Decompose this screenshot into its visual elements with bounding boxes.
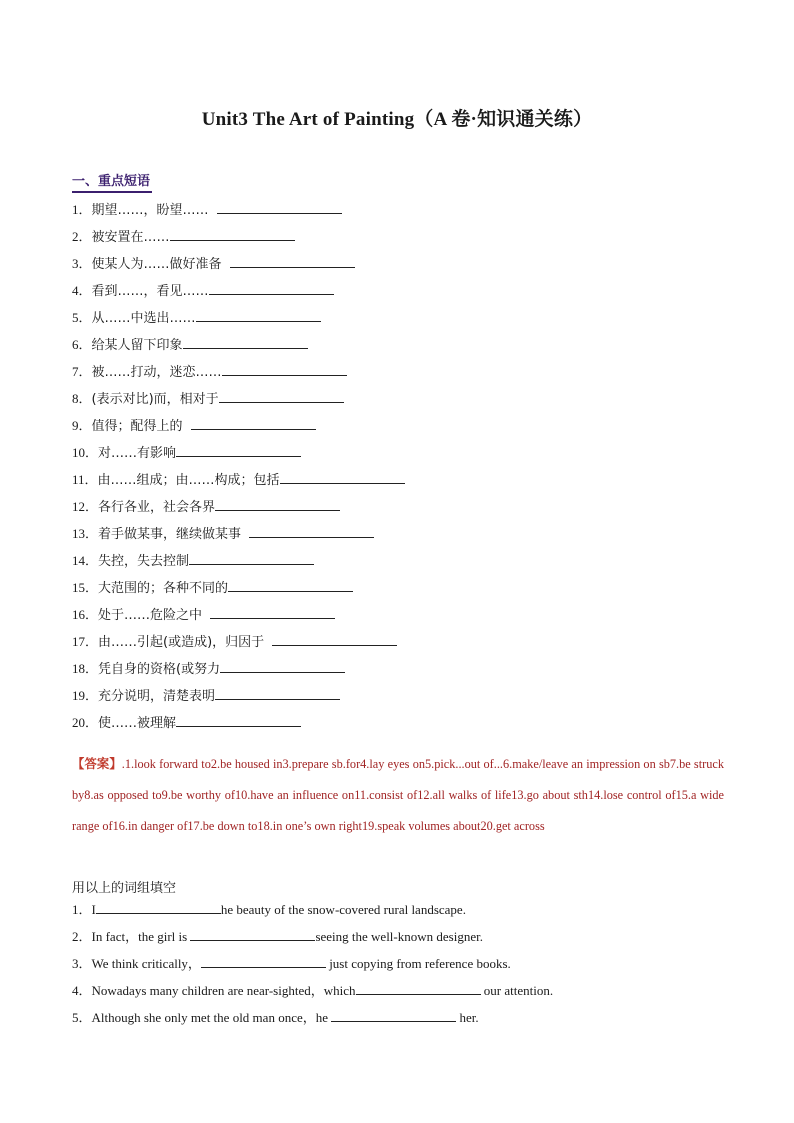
item-number: 4．	[72, 283, 92, 298]
sentence-start: We think critically，	[91, 956, 201, 971]
answer-blank	[170, 228, 295, 241]
item-number: 5．	[72, 310, 92, 325]
phrase-item	[72, 228, 295, 246]
item-text: 使……被理解	[98, 716, 177, 731]
phrase-item	[72, 687, 340, 705]
item-text: 各行各业，社会各界	[98, 500, 216, 515]
item-text: 大范围的；各种不同的	[98, 581, 229, 596]
phrase-item	[72, 552, 314, 570]
item-text: 着手做某事，继续做某事	[98, 527, 242, 542]
item-text: 由……引起(或造成)，归因于	[98, 635, 265, 650]
phrase-item	[72, 390, 344, 408]
fill-item	[72, 955, 511, 972]
item-number: 11．	[72, 472, 98, 487]
phrase-item	[72, 363, 347, 381]
phrase-item	[72, 660, 345, 678]
phrase-item	[72, 309, 321, 327]
item-number: 15．	[72, 580, 99, 595]
item-text: 使某人为……做好准备	[91, 257, 222, 272]
item-number: 2．	[72, 229, 92, 244]
item-text: 值得；配得上的	[91, 419, 183, 434]
item-number: 10．	[72, 445, 99, 460]
answer-blank	[215, 687, 340, 700]
item-text: 充分说明，清楚表明	[98, 689, 216, 704]
answer-blank	[222, 363, 347, 376]
item-text: (表示对比)而，相对于	[91, 392, 219, 407]
answer-blank	[96, 901, 221, 914]
answer-blank	[183, 336, 308, 349]
phrase-item	[72, 525, 374, 543]
item-text: 从……中选出……	[91, 311, 196, 326]
item-number: 8．	[72, 391, 92, 406]
section-heading-fill-in: 用以上的词组填空	[72, 881, 177, 896]
answer-tag: 【答案】	[72, 757, 122, 771]
item-number: 2．	[72, 929, 92, 944]
item-number: 3．	[72, 256, 92, 271]
item-number: 6．	[72, 337, 92, 352]
phrase-item	[72, 579, 353, 597]
answer-text: .1.look forward to2.be housed in3.prepare sb.for4.lay eyes on5.pick...out of...6.make/leave an impression on sb7.be struck by8.as opposed to9.be worthy of10.have an influence on11.consist of12.all walks of life13.go about sth14.lose control of15.a wide range of16.in danger of17.be down to18.in one’s own right19.speak volumes about20.get across	[72, 757, 724, 833]
sentence-start: In fact，the girl is	[91, 929, 191, 944]
phrase-item	[72, 471, 405, 489]
answer-blank	[219, 390, 344, 403]
item-number: 20．	[72, 715, 99, 730]
answer-blank	[356, 982, 481, 995]
sentence-end: her.	[456, 1010, 479, 1025]
sentence-end: he beauty of the snow-covered rural landscape.	[220, 902, 466, 917]
answer-blank	[191, 417, 316, 430]
item-number: 4．	[72, 983, 92, 998]
item-text: 由……组成；由……构成；包括	[97, 473, 280, 488]
page-title: Unit3 The Art of Painting（A 卷·知识通关练）	[201, 109, 593, 130]
phrase-item	[72, 444, 301, 462]
answer-blank	[331, 1009, 456, 1022]
answer-blank	[280, 471, 405, 484]
answer-blank	[228, 579, 353, 592]
answer-blank	[176, 444, 301, 457]
phrase-item	[72, 282, 334, 300]
phrase-item	[72, 336, 308, 354]
item-number: 1．	[72, 202, 92, 217]
fill-item	[72, 982, 553, 999]
sentence-start: I	[91, 902, 96, 917]
fill-item	[72, 928, 483, 945]
sentence-end: just copying from reference books.	[325, 956, 511, 971]
item-number: 12．	[72, 499, 99, 514]
item-text: 凭自身的资格(或努力	[98, 662, 221, 677]
item-number: 13．	[72, 526, 99, 541]
phrase-item	[72, 606, 335, 624]
section-heading-key-phrases: 一、重点短语	[72, 174, 152, 193]
answer-blank	[209, 282, 334, 295]
answer-blank	[210, 606, 335, 619]
fill-item	[72, 1009, 479, 1026]
item-number: 1．	[72, 902, 92, 917]
sentence-start: Nowadays many children are near-sighted，which	[91, 983, 356, 998]
item-text: 被安置在……	[91, 230, 170, 245]
item-number: 16．	[72, 607, 99, 622]
sentence-end: our attention.	[480, 983, 554, 998]
answer-blank	[201, 955, 326, 968]
item-text: 期望……，盼望……	[91, 203, 209, 218]
item-text: 被……打动，迷恋……	[91, 365, 222, 380]
item-text: 失控，失去控制	[98, 554, 190, 569]
phrase-item	[72, 417, 316, 435]
item-number: 7．	[72, 364, 92, 379]
answer-blank	[272, 633, 397, 646]
answer-blank	[220, 660, 345, 673]
answer-blank	[176, 714, 301, 727]
item-number: 3．	[72, 956, 92, 971]
answer-blank	[196, 309, 321, 322]
phrase-item	[72, 498, 340, 516]
item-number: 14．	[72, 553, 99, 568]
item-text: 看到……，看见……	[91, 284, 209, 299]
item-text: 给某人留下印象	[91, 338, 183, 353]
fill-item	[72, 901, 466, 918]
phrase-item	[72, 201, 342, 219]
answer-blank	[230, 255, 355, 268]
answer-blank	[215, 498, 340, 511]
item-text: 对……有影响	[98, 446, 177, 461]
answer-blank	[190, 928, 315, 941]
item-text: 处于……危险之中	[98, 608, 203, 623]
phrase-item	[72, 255, 355, 273]
answer-blank	[217, 201, 342, 214]
item-number: 19．	[72, 688, 99, 703]
answer-blank	[249, 525, 374, 538]
sentence-end: seeing the well-known designer.	[315, 929, 483, 944]
phrase-item	[72, 633, 397, 651]
item-number: 9．	[72, 418, 92, 433]
answer-blank	[189, 552, 314, 565]
item-number: 5．	[72, 1010, 92, 1025]
answer-block	[72, 749, 724, 842]
item-number: 18．	[72, 661, 99, 676]
item-number: 17．	[72, 634, 99, 649]
phrase-item	[72, 714, 301, 732]
sentence-start: Although she only met the old man once，he	[91, 1010, 332, 1025]
